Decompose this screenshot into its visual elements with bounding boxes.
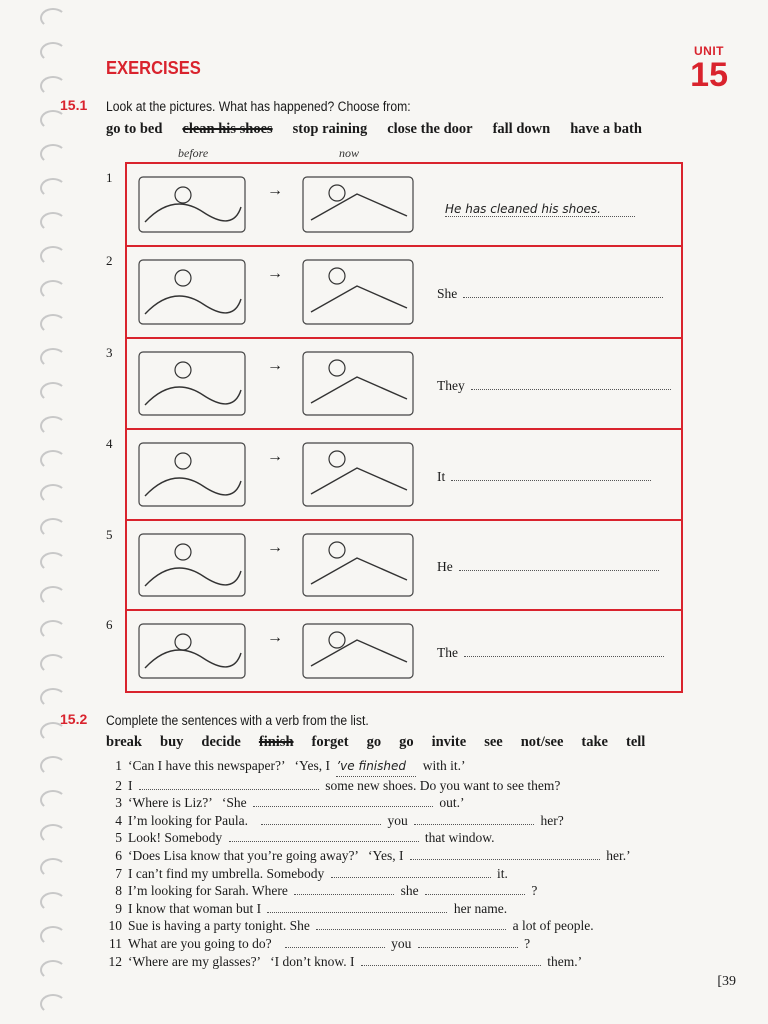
blank-line[interactable] (294, 883, 394, 895)
sentence-item (106, 900, 726, 918)
unit-number: 15 (690, 56, 728, 94)
binding-ring (40, 8, 66, 28)
blank-line[interactable] (139, 778, 319, 790)
binding-ring (40, 654, 66, 674)
binding-ring (40, 892, 66, 912)
sentence-text: with it.’ (419, 758, 466, 773)
sentence-text: What are you going to do? (128, 935, 282, 951)
word-option: finish (258, 734, 294, 750)
binding-ring (40, 314, 66, 334)
arrow-icon: → (267, 265, 283, 282)
sentence-text: she (397, 883, 422, 899)
picture-row (127, 339, 681, 430)
before-illustration (133, 169, 253, 242)
before-caption: before (178, 146, 209, 160)
answer-line[interactable] (445, 202, 635, 217)
exercise-1-instruction: Look at the pictures. What has happened? Choose from: (106, 99, 411, 114)
handwritten-answer: He has cleaned his shoes. (445, 202, 635, 217)
unit-label: UNIT (694, 44, 724, 58)
binding-ring (40, 178, 66, 198)
binding-ring (40, 348, 66, 368)
word-option: break (106, 734, 142, 750)
sentence-item (106, 917, 726, 935)
binding-ring (40, 484, 66, 504)
sentence-number: 10 (108, 918, 122, 934)
sentence-number: 8 (115, 883, 122, 899)
exercise-number-2: 15.2 (60, 711, 88, 727)
picture-exercise-frame (125, 162, 683, 693)
exercise-1-word-list (106, 121, 642, 138)
sentence-number: 5 (115, 830, 122, 846)
binding-ring (40, 110, 66, 130)
item-number: 4 (106, 436, 113, 451)
blank-line (464, 644, 664, 657)
sentence-text: it. (493, 865, 508, 881)
sentence-text: ‘Does Lisa know that you’re going away?’ ‘Yes, I (128, 847, 407, 863)
sentence-text: some new shoes. Do you want to see them? (321, 777, 561, 793)
word-option: clean his shoes (182, 121, 273, 137)
blank-line[interactable] (261, 813, 381, 825)
sentence-item (106, 865, 726, 883)
arrow-icon: → (267, 182, 283, 199)
binding-ring (40, 416, 66, 436)
spiral-binding (30, 0, 70, 1024)
word-option: forget (311, 734, 349, 750)
exercise-2-word-list (106, 734, 645, 751)
sentence-number: 6 (115, 847, 122, 863)
handwritten-answer[interactable]: ’ve finished (336, 758, 416, 777)
blank-line[interactable] (414, 813, 534, 825)
sentence-item (106, 812, 726, 830)
sentence-item (106, 757, 726, 777)
blank-line[interactable] (267, 901, 447, 913)
sentence-item (106, 794, 726, 812)
before-illustration (133, 344, 253, 425)
binding-ring (40, 42, 66, 62)
word-option: have a bath (570, 121, 642, 137)
sentence-text: her.’ (602, 847, 631, 863)
exercise-number-1: 15.1 (60, 97, 88, 113)
arrow-icon: → (267, 629, 283, 646)
sentence-text: ‘Where are my glasses?’ ‘I don’t know. I (128, 953, 358, 969)
sentence-text: ‘Can I have this newspaper?’ ‘Yes, I (128, 758, 334, 773)
picture-row (127, 164, 681, 247)
sentence-text: that window. (421, 830, 495, 846)
after-illustration (297, 252, 422, 334)
after-illustration (297, 169, 422, 242)
page-title: EXERCISES (106, 58, 201, 78)
answer-line[interactable] (437, 377, 671, 394)
blank-line[interactable] (425, 883, 525, 895)
blank-line[interactable] (418, 936, 518, 948)
sentence-number: 11 (109, 935, 122, 951)
sentence-text: Sue is having a party tonight. She (128, 918, 314, 934)
sentence-text: her? (537, 812, 564, 828)
binding-ring (40, 586, 66, 606)
sentence-text: ? (520, 935, 531, 951)
answer-line[interactable] (437, 468, 651, 485)
answer-starter: He (437, 559, 453, 574)
blank-line[interactable] (361, 954, 541, 966)
binding-ring (40, 790, 66, 810)
word-option: go to bed (106, 121, 163, 137)
after-illustration (297, 616, 422, 688)
binding-ring (40, 688, 66, 708)
sentence-text: I’m looking for Paula. (128, 812, 259, 828)
item-number: 6 (106, 617, 113, 632)
binding-ring (40, 552, 66, 572)
sentence-number: 7 (115, 865, 122, 881)
sentence-text: you (384, 812, 412, 828)
blank-line[interactable] (316, 918, 506, 930)
exercise-2-instruction: Complete the sentences with a verb from the list. (106, 713, 369, 728)
sentence-number: 12 (108, 953, 122, 969)
after-illustration (297, 526, 422, 606)
blank-line[interactable] (253, 795, 433, 807)
binding-ring (40, 858, 66, 878)
answer-starter: They (437, 378, 465, 393)
sentence-text: out.’ (435, 795, 465, 811)
word-option: buy (160, 734, 184, 750)
blank-line (451, 468, 651, 481)
picture-row (127, 247, 681, 339)
binding-ring (40, 926, 66, 946)
sentence-item (106, 953, 726, 971)
sentence-text: Look! Somebody (128, 830, 226, 846)
picture-row (127, 611, 681, 693)
word-option: see (484, 734, 503, 750)
sentence-text: I know that woman but I (128, 900, 265, 916)
binding-ring (40, 450, 66, 470)
item-number: 1 (106, 170, 113, 185)
word-option: take (581, 734, 608, 750)
word-option: tell (626, 734, 646, 750)
binding-ring (40, 620, 66, 640)
word-option: decide (201, 734, 241, 750)
sentence-list (106, 757, 726, 970)
binding-ring (40, 76, 66, 96)
binding-ring (40, 960, 66, 980)
sentence-text: I’m looking for Sarah. Where (128, 883, 292, 899)
arrow-icon: → (267, 448, 283, 465)
word-option: fall down (492, 121, 551, 137)
item-number: 3 (106, 345, 113, 360)
after-illustration (297, 344, 422, 425)
answer-line[interactable] (437, 558, 659, 575)
word-option: not/see (520, 734, 564, 750)
blank-line (463, 285, 663, 298)
arrow-icon: → (267, 357, 283, 374)
sentence-text: you (387, 935, 415, 951)
blank-line (459, 558, 659, 571)
sentence-text: a lot of people. (509, 918, 594, 934)
now-caption: now (339, 146, 360, 160)
sentence-number: 2 (115, 777, 122, 793)
arrow-icon: → (267, 539, 283, 556)
binding-ring (40, 382, 66, 402)
after-illustration (297, 435, 422, 516)
sentence-text: ‘Where is Liz?’ ‘She (128, 795, 250, 811)
sentence-text: I can’t find my umbrella. Somebody (128, 865, 328, 881)
before-illustration (133, 435, 253, 516)
blank-line[interactable] (229, 830, 419, 842)
item-number: 5 (106, 527, 113, 542)
blank-line (471, 377, 671, 390)
binding-ring (40, 246, 66, 266)
binding-ring (40, 994, 66, 1014)
sentence-number: 4 (115, 812, 122, 828)
answer-line[interactable] (437, 644, 664, 661)
binding-ring (40, 144, 66, 164)
before-illustration (133, 252, 253, 334)
word-option: invite (431, 734, 467, 750)
word-option: close the door (387, 121, 473, 137)
word-option: stop raining (292, 121, 368, 137)
blank-line[interactable] (410, 848, 600, 860)
binding-ring (40, 518, 66, 538)
blank-line[interactable] (331, 866, 491, 878)
answer-starter: She (437, 286, 458, 301)
sentence-number: 1 (115, 758, 122, 773)
sentence-item (106, 935, 726, 953)
blank-line[interactable] (285, 936, 385, 948)
sentence-text: them.’ (543, 953, 583, 969)
answer-line[interactable] (437, 285, 663, 302)
binding-ring (40, 756, 66, 776)
picture-row (127, 430, 681, 521)
item-number: 2 (106, 253, 113, 268)
binding-ring (40, 212, 66, 232)
answer-starter: The (437, 645, 458, 660)
sentence-text: I (128, 777, 136, 793)
sentence-item (106, 847, 726, 865)
answer-starter: It (437, 469, 446, 484)
sentence-item (106, 777, 726, 795)
sentence-item (106, 882, 726, 900)
picture-row (127, 521, 681, 611)
word-option: go (399, 734, 414, 750)
before-illustration (133, 616, 253, 688)
binding-ring (40, 824, 66, 844)
sentence-item (106, 829, 726, 847)
before-illustration (133, 526, 253, 606)
page-number: [39 (717, 974, 736, 989)
word-option: go (366, 734, 382, 750)
sentence-text: her name. (450, 900, 508, 916)
binding-ring (40, 280, 66, 300)
sentence-text: ? (527, 883, 538, 899)
sentence-number: 9 (115, 900, 122, 916)
sentence-number: 3 (115, 795, 122, 811)
